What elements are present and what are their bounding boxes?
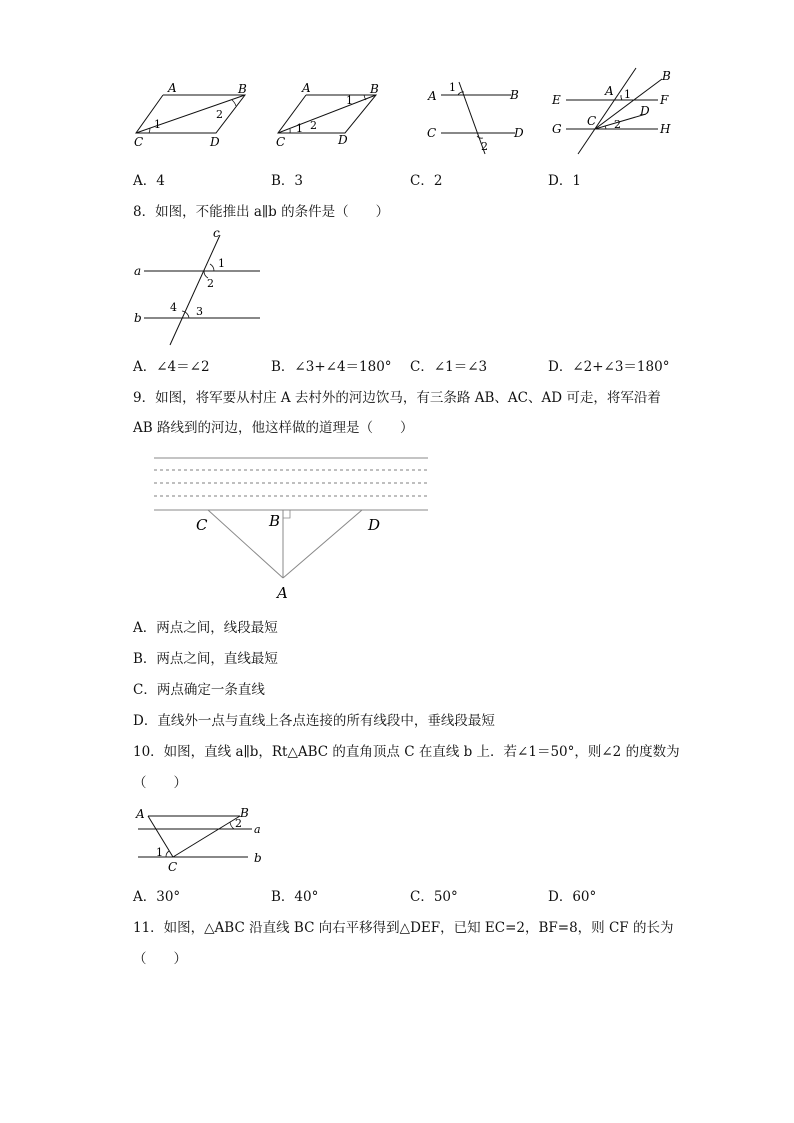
- q9-option-c[interactable]: C．两点确定一条直线: [133, 682, 265, 698]
- label-H: H: [660, 122, 671, 136]
- q7-figure-3: [425, 78, 540, 158]
- angle-3: 3: [196, 305, 203, 318]
- q7-option-b[interactable]: B．3: [271, 173, 304, 189]
- q11-stem-line-2: （ ）: [133, 951, 187, 967]
- angle-1: 1: [156, 846, 163, 859]
- q8-option-a[interactable]: A．∠4＝∠2: [133, 359, 210, 375]
- q7-figure-2: [270, 78, 395, 153]
- angle-1: 1: [296, 122, 303, 135]
- angle-2: 2: [614, 118, 621, 131]
- label-A: A: [605, 84, 614, 98]
- label-a: a: [254, 823, 261, 836]
- q10-option-a[interactable]: A．30°: [133, 889, 181, 905]
- label-D: D: [640, 104, 650, 118]
- angle-1-top: 1: [346, 94, 353, 107]
- angle-1: 1: [154, 118, 161, 131]
- q9-figure: [150, 452, 435, 602]
- q10-option-b[interactable]: B．40°: [271, 889, 319, 905]
- q11-stem-line-1: 11．如图，△ABC 沿直线 BC 向右平移得到△DEF，已知 EC=2，BF=8，则 CF 的长为: [133, 920, 674, 936]
- angle-1: 1: [218, 257, 225, 270]
- q7-figure-1: [130, 78, 255, 153]
- label-B: B: [370, 82, 379, 96]
- label-c: c: [213, 226, 220, 240]
- label-B: B: [510, 88, 519, 102]
- label-B: B: [240, 806, 249, 820]
- label-C: C: [276, 135, 286, 149]
- q9-option-b[interactable]: B．两点之间，直线最短: [133, 651, 278, 667]
- q7-option-a[interactable]: A．4: [133, 173, 165, 189]
- label-b: b: [134, 311, 142, 325]
- q10-figure: [130, 803, 270, 875]
- angle-4: 4: [170, 301, 177, 314]
- q9-stem-line-1: 9．如图，将军要从村庄 A 去村外的河边饮马，有三条路 AB、AC、AD 可走，将军沿着: [133, 390, 661, 406]
- q8-option-d[interactable]: D．∠2+∠3＝180°: [548, 359, 670, 375]
- label-A: A: [277, 584, 288, 602]
- label-C: C: [427, 126, 437, 140]
- q7-option-d[interactable]: D．1: [548, 173, 581, 189]
- label-C: C: [134, 135, 144, 149]
- angle-2: 2: [235, 817, 242, 830]
- angle-1: 1: [449, 81, 456, 94]
- q7-figure-4: [550, 66, 680, 161]
- label-A: A: [302, 81, 311, 95]
- label-D: D: [210, 135, 220, 149]
- q7-option-c[interactable]: C．2: [410, 173, 443, 189]
- label-C: C: [168, 860, 178, 874]
- q9-option-a[interactable]: A．两点之间，线段最短: [133, 620, 278, 636]
- q8-figure: [130, 227, 270, 352]
- label-B: B: [238, 82, 247, 96]
- label-A: A: [136, 807, 145, 821]
- q10-stem-line-2: （ ）: [133, 775, 187, 791]
- angle-2: 2: [481, 140, 488, 153]
- q10-option-d[interactable]: D．60°: [548, 889, 597, 905]
- q9-option-d[interactable]: D．直线外一点与直线上各点连接的所有线段中，垂线段最短: [133, 713, 495, 729]
- angle-2: 2: [216, 108, 223, 121]
- label-D: D: [514, 126, 524, 140]
- angle-2: 2: [310, 119, 317, 132]
- angle-2: 2: [207, 277, 214, 290]
- label-B: B: [269, 512, 281, 530]
- q8-stem: 8．如图，不能推出 a∥b 的条件是（ ）: [133, 204, 390, 220]
- label-C: C: [196, 516, 208, 534]
- angle-1: 1: [624, 88, 631, 101]
- label-A: A: [428, 89, 437, 103]
- label-E: E: [552, 93, 561, 107]
- q10-stem-line-1: 10．如图，直线 a∥b，Rt△ABC 的直角顶点 C 在直线 b 上．若∠1＝50°，则∠2 的度数为: [133, 744, 680, 760]
- label-B: B: [662, 69, 671, 83]
- label-G: G: [552, 122, 562, 136]
- q10-option-c[interactable]: C．50°: [410, 889, 458, 905]
- label-F: F: [660, 93, 669, 107]
- label-a: a: [134, 264, 142, 278]
- q8-option-b[interactable]: B．∠3+∠4＝180°: [271, 359, 392, 375]
- label-D: D: [368, 516, 381, 534]
- label-A: A: [168, 81, 177, 95]
- label-C: C: [587, 114, 597, 128]
- label-b: b: [254, 851, 262, 865]
- q8-option-c[interactable]: C．∠1＝∠3: [410, 359, 488, 375]
- q9-stem-line-2: AB 路线到的河边，他这样做的道理是（ ）: [133, 420, 414, 436]
- label-D: D: [338, 133, 348, 147]
